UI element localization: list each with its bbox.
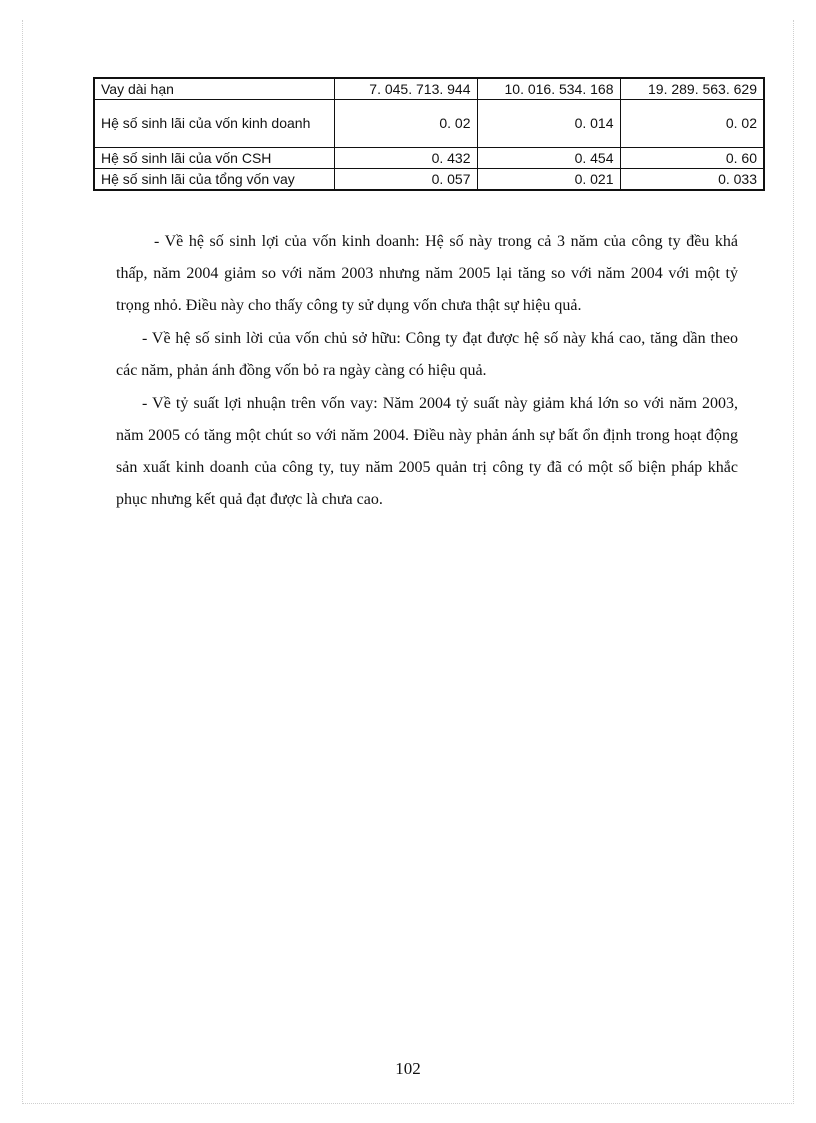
cell-value-2003: 0. 432 xyxy=(334,148,477,169)
table-row xyxy=(94,78,764,100)
cell-value-2005: 19. 289. 563. 629 xyxy=(620,78,764,100)
table-row xyxy=(94,100,764,148)
cell-value-2005: 0. 02 xyxy=(620,100,764,148)
table-row xyxy=(94,148,764,169)
cell-value-2004: 0. 021 xyxy=(477,169,620,191)
page-number: 102 xyxy=(395,1059,421,1078)
cell-value-2003: 0. 057 xyxy=(334,169,477,191)
table-row xyxy=(94,169,764,191)
cell-value-2004: 10. 016. 534. 168 xyxy=(477,78,620,100)
cell-value-2005: 0. 60 xyxy=(620,148,764,169)
row-label: Vay dài hạn xyxy=(94,78,334,100)
cell-value-2005: 0. 033 xyxy=(620,169,764,191)
paragraph-borrowed-capital: - Về tỷ suất lợi nhuận trên vốn vay: Năm 2004 tỷ suất này giảm khá lớn so với năm 2003, năm 2005 có tăng một chút so với năm 2004. Điều này phản ánh sự bất ổn định trong hoạt động sản xuất kinh doanh của công ty, tuy năm 2005 quản trị công ty đã có một số biện pháp khắc phục nhưng kết quả đạt được là chưa cao. xyxy=(116,395,738,508)
cell-value-2003: 7. 045. 713. 944 xyxy=(334,78,477,100)
row-label: Hệ số sinh lãi của tổng vốn vay xyxy=(94,169,334,191)
cell-value-2004: 0. 454 xyxy=(477,148,620,169)
row-label: Hệ số sinh lãi của vốn kinh doanh xyxy=(94,100,334,148)
row-label: Hệ số sinh lãi của vốn CSH xyxy=(94,148,334,169)
financial-ratio-table xyxy=(93,77,765,191)
cell-value-2004: 0. 014 xyxy=(477,100,620,148)
paragraph-business-capital: - Về hệ số sinh lợi của vốn kinh doanh: Hệ số này trong cả 3 năm của công ty đều khá thấp, năm 2004 giảm so với năm 2003 nhưng năm 2005 lại tăng so với năm 2004 với một tỷ trọng nhỏ. Điều này cho thấy công ty sử dụng vốn chưa thật sự hiệu quả. xyxy=(116,233,738,314)
cell-value-2003: 0. 02 xyxy=(334,100,477,148)
body-text xyxy=(116,226,738,517)
paragraph-equity: - Về hệ số sinh lời của vốn chủ sở hữu: Công ty đạt được hệ số này khá cao, tăng dần theo các năm, phản ánh đồng vốn bỏ ra ngày càng có hiệu quả. xyxy=(116,330,738,379)
